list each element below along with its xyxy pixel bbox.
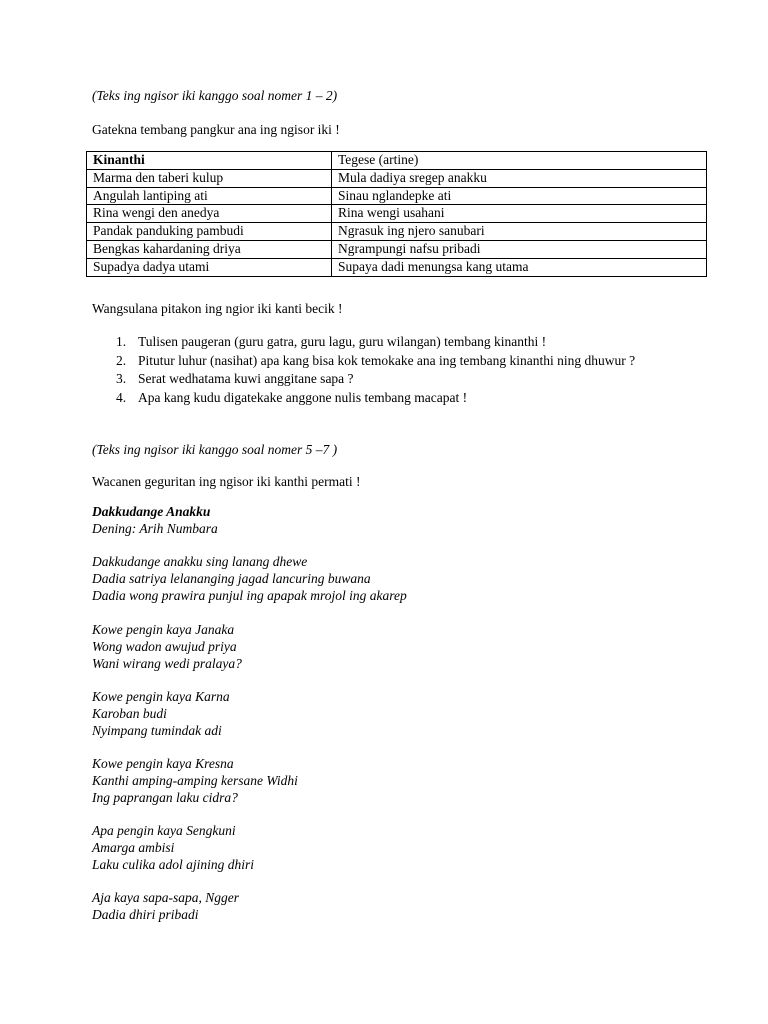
table-cell: Rina wengi den anedya <box>87 205 332 223</box>
intro-instruction-1: Gatekna tembang pangkur ana ing ngisor iki ! <box>92 122 340 137</box>
table-row <box>87 205 707 223</box>
poem-line: Kowe pengin kaya Kresna <box>92 756 234 771</box>
intro-note-2: (Teks ing ngisor iki kanggo soal nomer 5 –7 ) <box>92 442 338 457</box>
table-row <box>87 240 707 258</box>
poem-author: Dening: Arih Numbara <box>92 521 218 536</box>
question-text: Apa kang kudu digatekake anggone nulis tembang macapat ! <box>138 389 468 405</box>
poem-line: Dakkudange anakku sing lanang dhewe <box>92 554 308 569</box>
table-cell: Supadya dadya utami <box>87 258 332 276</box>
poem-line: Wani wirang wedi pralaya? <box>92 656 242 671</box>
poem-stanza <box>92 822 254 873</box>
poem-line: Dadia dhiri pribadi <box>92 907 199 922</box>
poem-line: Dadia wong prawira punjul ing apapak mrojol ing akarep <box>92 588 407 603</box>
poem-line: Dadia satriya lelananging jagad lancuring buwana <box>92 571 371 586</box>
question-number: 1. <box>116 334 127 349</box>
list-item <box>92 352 692 371</box>
question-text: Tulisen paugeran (guru gatra, guru lagu, guru wilangan) tembang kinanthi ! <box>138 334 547 349</box>
question-text: Serat wedhatama kuwi anggitane sapa ? <box>138 371 354 386</box>
question-number: 4. <box>116 389 127 405</box>
poem-stanza <box>92 553 407 604</box>
poem-line: Aja kaya sapa-sapa, Ngger <box>92 890 239 905</box>
table-cell: Ngrampungi nafsu pribadi <box>332 240 707 258</box>
question-number: 3. <box>116 371 127 386</box>
table-row <box>87 187 707 205</box>
poem-line: Nyimpang tumindak adi <box>92 723 222 738</box>
poem-line: Amarga ambisi <box>92 840 175 855</box>
table-cell: Mula dadiya sregep anakku <box>332 169 707 187</box>
table-row <box>87 258 707 276</box>
poem-line: Laku culika adol ajining dhiri <box>92 857 254 872</box>
table-cell: Marma den taberi kulup <box>87 169 332 187</box>
poem-stanza <box>92 621 242 672</box>
question-number: 2. <box>116 352 127 368</box>
poem-title: Dakkudange Anakku <box>92 504 211 519</box>
intro-instruction-2: Wacanen geguritan ing ngisor iki kanthi permati ! <box>92 474 361 489</box>
poem-heading <box>92 503 218 537</box>
questions-instruction: Wangsulana pitakon ing ngior iki kanti becik ! <box>92 301 343 316</box>
table-cell: Supaya dadi menungsa kang utama <box>332 258 707 276</box>
list-item <box>92 389 692 408</box>
table-cell: Sinau nglandepke ati <box>332 187 707 205</box>
table-cell: Angulah lantiping ati <box>87 187 332 205</box>
table-cell: Pandak panduking pambudi <box>87 223 332 241</box>
list-item <box>92 370 692 389</box>
table-cell: Ngrasuk ing njero sanubari <box>332 223 707 241</box>
intro-note-1: (Teks ing ngisor iki kanggo soal nomer 1 – 2) <box>92 88 338 103</box>
question-text: Pitutur luhur (nasihat) apa kang bisa kok temokake ana ing tembang kinanthi ning dhuwur ? <box>138 352 636 368</box>
kinanthi-table <box>86 151 707 277</box>
table-header-row <box>87 152 707 170</box>
poem-stanza <box>92 755 298 806</box>
table-cell: Rina wengi usahani <box>332 205 707 223</box>
table-row <box>87 223 707 241</box>
poem-line: Ing paprangan laku cidra? <box>92 790 238 805</box>
poem-line: Wong wadon awujud priya <box>92 639 237 654</box>
table-cell: Bengkas kahardaning driya <box>87 240 332 258</box>
poem-stanza <box>92 889 239 923</box>
poem-line: Kowe pengin kaya Janaka <box>92 622 235 637</box>
table-header-kinanthi: Kinanthi <box>87 152 332 170</box>
questions-list <box>92 333 692 407</box>
poem-line: Karoban budi <box>92 706 167 721</box>
poem-stanza <box>92 688 230 739</box>
poem-line: Kanthi amping-amping kersane Widhi <box>92 773 298 788</box>
table-header-tegese: Tegese (artine) <box>332 152 707 170</box>
list-item <box>92 333 692 352</box>
poem-line: Apa pengin kaya Sengkuni <box>92 823 236 838</box>
poem-line: Kowe pengin kaya Karna <box>92 689 230 704</box>
table-row <box>87 169 707 187</box>
